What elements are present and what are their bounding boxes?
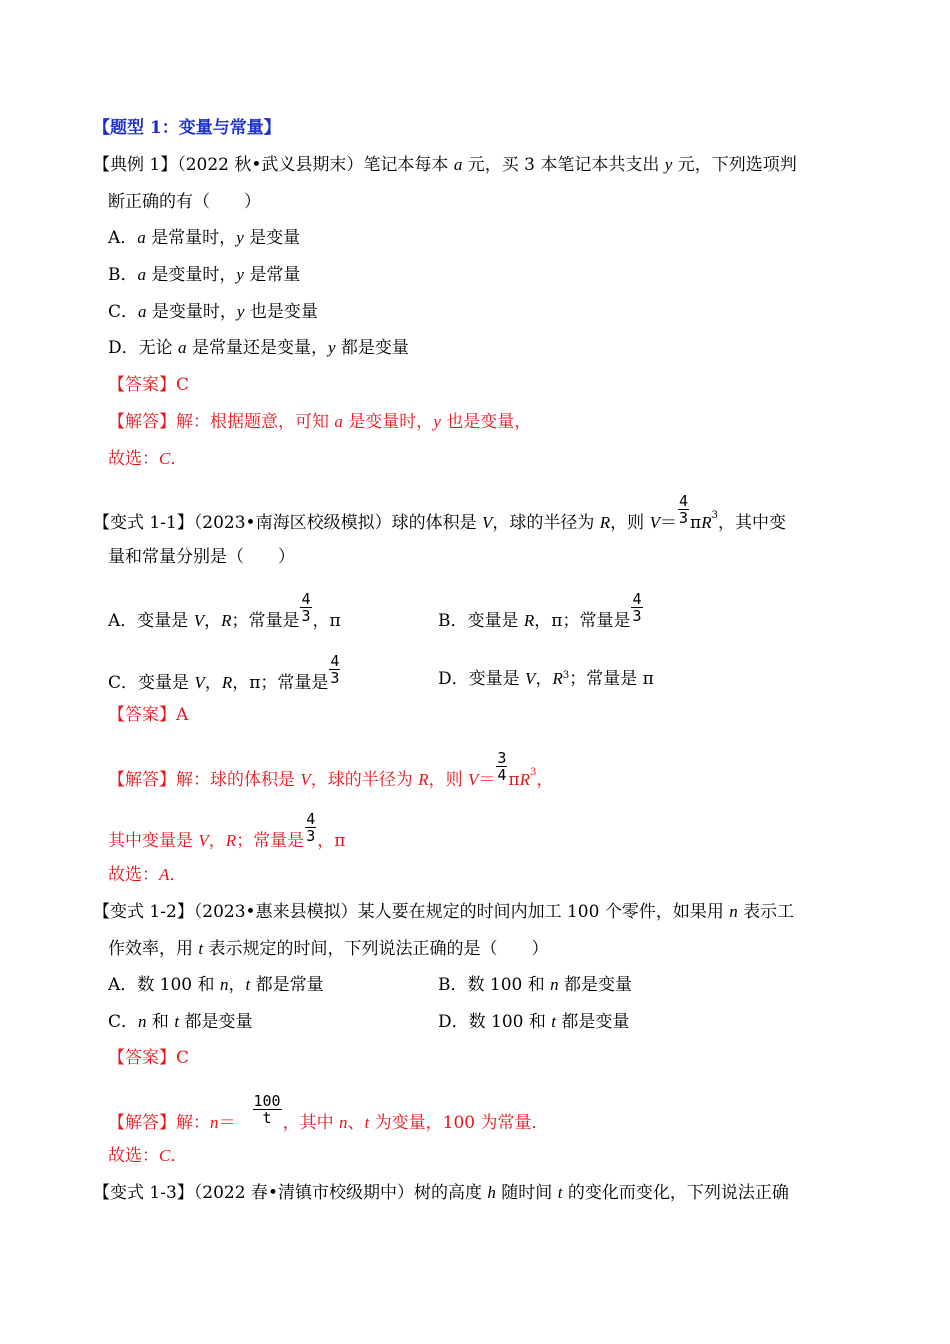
fraction: $\frac{4}{3}$	[301, 590, 311, 625]
option-a: A．数 100 和 n，t 都是常量	[108, 975, 324, 995]
example-1-stem: 【典例 1】（2022 秋•武义县期末）笔记本每本 a 元，买 3 本笔记本共支出 y 元，下列选项判	[93, 155, 797, 175]
solution-cont: 其中变量是 V，R；常量是 $\frac{4}{3}$ ，π	[108, 810, 346, 851]
variant-1-2-stem-cont: 作效率，用 t 表示规定的时间，下列说法正确的是（ ）	[108, 939, 549, 959]
option-a: A．变量是 V，R；常量是 $\frac{4}{3}$ ，π	[108, 590, 341, 631]
variant-1-1-stem: 【变式 1-1】（2023•南海区校级模拟）球的体积是 V，球的半径为 R，则 V＝ $\frac{4}{3}$ $\pi R^3$，其中变	[93, 492, 786, 533]
fraction: $\frac{4}{3}$	[632, 590, 642, 625]
choose: 故选：A．	[108, 865, 187, 885]
option-d: D．无论 a 是常量还是变量，y 都是变量	[108, 338, 409, 358]
answer: 【答案】C	[108, 375, 190, 395]
choose: 故选：C．	[108, 449, 188, 469]
option-c: C．变量是 V，R，π；常量是 $\frac{4}{3}$	[108, 652, 340, 693]
variant-1-1-stem-cont: 量和常量分别是（ ）	[108, 547, 295, 567]
option-d: D．数 100 和 t 都是变量	[438, 1012, 630, 1032]
option-b: B．数 100 和 n 都是变量	[438, 975, 633, 995]
fraction: $\frac{4}{3}$	[306, 810, 316, 845]
solution: 【解答】解：n＝ $\frac{100}{t}$ ，其中 n、t 为变量，100 为常量．	[108, 1092, 549, 1133]
option-c: C．a 是变量时，y 也是变量	[108, 302, 318, 322]
answer: 【答案】C	[108, 1048, 190, 1068]
variant-1-2-stem: 【变式 1-2】（2023•惠来县模拟）某人要在规定的时间内加工 100 个零件，如果用 n 表示工	[93, 902, 795, 922]
section-title: 【题型 1：变量与常量】	[93, 118, 281, 138]
fraction: $\frac{4}{3}$	[330, 652, 340, 687]
solution: 【解答】解：根据题意，可知 a 是变量时，y 也是变量，	[108, 412, 532, 432]
option-d: D．变量是 V，$R^3$；常量是 π	[438, 669, 654, 689]
fraction: $\frac{3}{4}$	[497, 749, 507, 784]
example-tag: 【典例 1】	[93, 155, 178, 175]
choose: 故选：C．	[108, 1146, 188, 1166]
option-a: A．a 是常量时，y 是变量	[108, 228, 301, 248]
fraction: $\frac{100}{t}$	[253, 1092, 281, 1127]
option-b: B．a 是变量时，y 是常量	[108, 265, 301, 285]
fraction: $\frac{4}{3}$	[678, 492, 688, 527]
option-b: B．变量是 R，π；常量是 $\frac{4}{3}$	[438, 590, 642, 631]
solution: 【解答】解：球的体积是 V，球的半径为 R，则 V＝ $\frac{3}{4}$ $\pi R^3$，	[108, 749, 554, 790]
variant-1-3-stem: 【变式 1-3】（2022 春•清镇市校级期中）树的高度 h 随时间 t 的变化而变化，下列说法正确	[93, 1183, 789, 1203]
example-1-stem-cont: 断正确的有（ ）	[108, 192, 261, 212]
example-source: （2022 秋•武义县期末）	[177, 155, 364, 175]
option-c: C．n 和 t 都是变量	[108, 1012, 253, 1032]
answer: 【答案】A	[108, 705, 189, 725]
